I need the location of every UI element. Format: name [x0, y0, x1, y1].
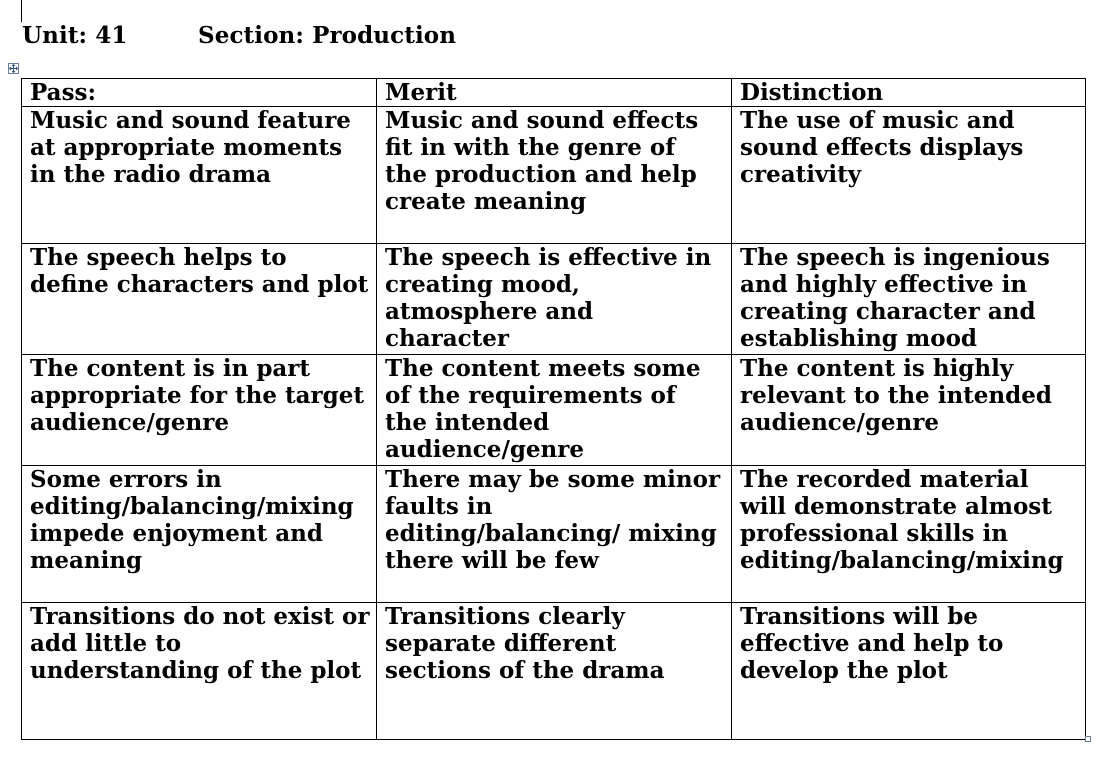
cell-content-pass[interactable]: The content is in part appropriate for the target audience/genre	[22, 355, 377, 466]
cell-editing-merit[interactable]: There may be some minor faults in editing/balancing/ mixing there will be few	[377, 466, 732, 603]
unit-label: Unit: 41	[22, 22, 128, 49]
header-merit[interactable]: Merit	[377, 79, 732, 107]
table-move-handle[interactable]	[8, 63, 19, 74]
cell-transitions-distinction[interactable]: Transitions will be effective and help to develop the plot	[732, 603, 1086, 740]
cell-editing-pass[interactable]: Some errors in editing/balancing/mixing impede enjoyment and meaning	[22, 466, 377, 603]
section-label: Section: Production	[198, 22, 457, 49]
cell-transitions-merit[interactable]: Transitions clearly separate different sections of the drama	[377, 603, 732, 740]
header-pass[interactable]: Pass:	[22, 79, 377, 107]
cell-music-distinction[interactable]: The use of music and sound effects displays creativity	[732, 107, 1086, 244]
table-header-row	[22, 79, 1086, 107]
cell-speech-distinction[interactable]: The speech is ingenious and highly effective in creating character and establishing mood	[732, 244, 1086, 355]
grading-criteria-table	[21, 78, 1086, 740]
table-row	[22, 603, 1086, 740]
table-row	[22, 466, 1086, 603]
page-margin-marker	[21, 0, 22, 22]
table-row	[22, 244, 1086, 355]
cell-speech-merit[interactable]: The speech is effective in creating mood, atmosphere and character	[377, 244, 732, 355]
cell-editing-distinction[interactable]: The recorded material will demonstrate almost professional skills in editing/balancing/mixing	[732, 466, 1086, 603]
cell-music-merit[interactable]: Music and sound effects fit in with the genre of the production and help create meaning	[377, 107, 732, 244]
cell-transitions-pass[interactable]: Transitions do not exist or add little to understanding of the plot	[22, 603, 377, 740]
header-distinction[interactable]: Distinction	[732, 79, 1086, 107]
cell-content-merit[interactable]: The content meets some of the requirements of the intended audience/genre	[377, 355, 732, 466]
cell-content-distinction[interactable]: The content is highly relevant to the intended audience/genre	[732, 355, 1086, 466]
table-row	[22, 107, 1086, 244]
table-resize-handle[interactable]	[1085, 736, 1091, 742]
cell-speech-pass[interactable]: The speech helps to define characters and plot	[22, 244, 377, 355]
table-row	[22, 355, 1086, 466]
move-arrows-icon	[9, 64, 18, 73]
cell-music-pass[interactable]: Music and sound feature at appropriate moments in the radio drama	[22, 107, 377, 244]
